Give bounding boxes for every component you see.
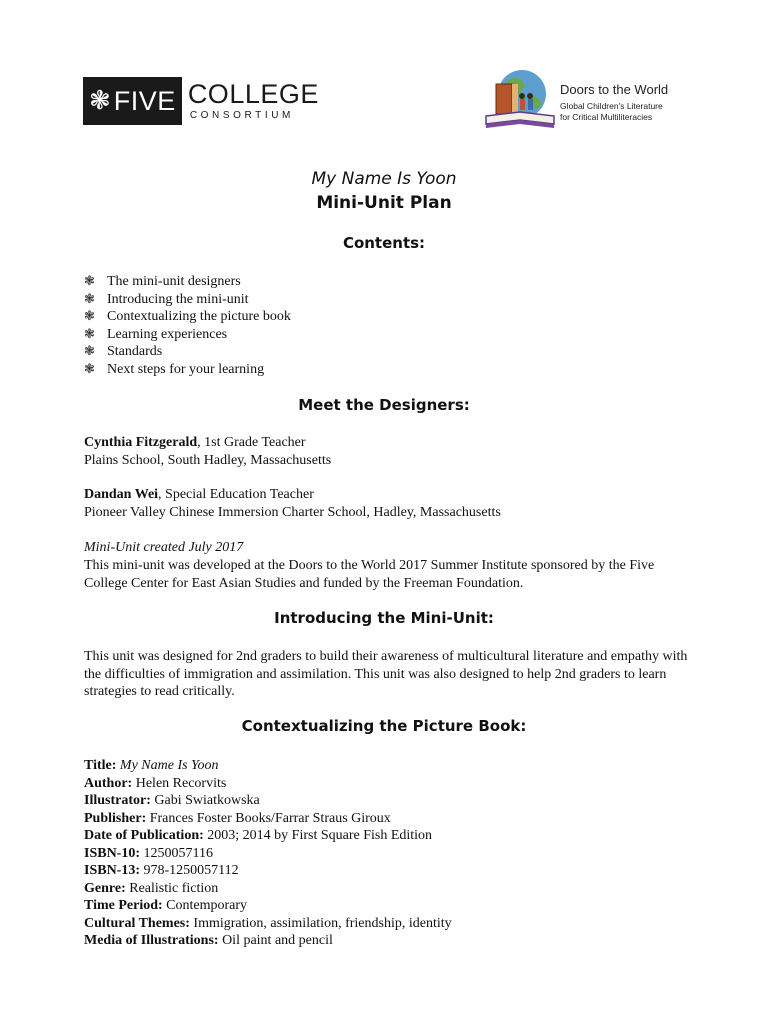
dw-logo-subtitle-line1: Global Children's Literature — [560, 101, 663, 111]
list-item-text: Contextualizing the picture book — [107, 309, 291, 325]
field-label: Publisher: — [84, 810, 147, 826]
book-detail-period — [84, 897, 452, 915]
field-value: 978-1250057112 — [143, 863, 239, 878]
five-college-logo-box — [83, 77, 182, 125]
field-label: ISBN-10: — [84, 845, 141, 861]
dw-logo-title: Doors to the World — [560, 82, 669, 97]
starburst-bullet-icon: ❃ — [84, 291, 95, 307]
field-label: Genre: — [84, 880, 126, 896]
book-heading: Contextualizing the Picture Book: — [241, 717, 527, 735]
field-value: Frances Foster Books/Farrar Straus Giroux — [149, 810, 391, 826]
field-value: My Name Is Yoon — [119, 758, 219, 773]
list-item-text: Standards — [107, 344, 163, 360]
list-item — [84, 361, 291, 379]
starburst-bullet-icon: ❃ — [84, 274, 95, 289]
contents-heading: Contents: — [342, 234, 426, 252]
designer-2-school: Pioneer Valley Chinese Immersion Charter School, Hadley, Massachusetts — [84, 505, 501, 520]
list-item-text: Next steps for your learning — [107, 361, 265, 377]
list-item — [84, 308, 291, 326]
field-value: 2003; 2014 by First Square Fish Edition — [207, 828, 433, 843]
list-item — [84, 273, 291, 291]
starburst-bullet-icon: ❃ — [84, 309, 95, 325]
designer-1-role: , 1st Grade Teacher — [197, 435, 306, 450]
starburst-icon: ❃ — [89, 86, 111, 116]
field-value: Contemporary — [166, 898, 248, 913]
book-detail-publisher — [84, 810, 452, 828]
book-details-list — [84, 757, 452, 950]
field-label: Author: — [84, 775, 133, 791]
five-college-logo — [83, 77, 319, 125]
field-value: 1250057116 — [143, 845, 213, 861]
designer-1-school: Plains School, South Hadley, Massachusetts — [84, 453, 332, 468]
dw-logo-subtitle — [560, 101, 663, 123]
intro-text: This unit was designed for 2nd graders to build their awareness of multicultural literature and empathy with the difficulties of immigration and assimilation. This unit was also designed to help 2nd graders to learn strategies to read critically. — [84, 649, 688, 700]
doors-to-the-world-logo — [482, 66, 682, 138]
field-label: Cultural Themes: — [84, 915, 190, 931]
list-item-text: The mini-unit designers — [107, 274, 241, 289]
list-item-text: Learning experiences — [107, 326, 228, 342]
field-value: Realistic fiction — [129, 880, 219, 896]
starburst-bullet-icon: ❃ — [84, 326, 95, 342]
book-detail-date — [84, 827, 452, 845]
list-item-text: Introducing the mini-unit — [107, 291, 249, 307]
book-title: My Name Is Yoon — [311, 169, 457, 189]
field-label: Date of Publication: — [84, 828, 204, 843]
dw-logo-subtitle-line2: for Critical Multiliteracies — [560, 112, 653, 122]
field-value: Oil paint and pencil — [222, 933, 333, 948]
book-detail-media — [84, 932, 452, 950]
designer-2-role: , Special Education Teacher — [158, 487, 314, 502]
intro-heading: Introducing the Mini-Unit: — [274, 609, 494, 627]
fc-logo-college: COLLEGE — [187, 79, 319, 109]
designer-2 — [84, 486, 314, 504]
globe-book-icon — [482, 66, 558, 138]
field-label: Title: — [84, 758, 117, 773]
list-item — [84, 326, 291, 344]
field-label: Illustrator: — [84, 793, 151, 808]
book-detail-isbn13 — [84, 862, 452, 880]
starburst-bullet-icon: ❃ — [84, 344, 95, 360]
contents-list — [84, 273, 291, 379]
field-label: ISBN-13: — [84, 863, 141, 878]
page-title: Mini-Unit Plan — [316, 193, 452, 213]
field-value: Helen Recorvits — [135, 775, 227, 791]
book-detail-author — [84, 775, 452, 793]
created-date: Mini-Unit created July 2017 — [84, 540, 244, 555]
book-detail-themes — [84, 915, 452, 933]
field-label: Time Period: — [84, 898, 163, 913]
designer-1-name: Cynthia Fitzgerald — [84, 435, 198, 450]
field-label: Media of Illustrations: — [84, 933, 219, 948]
designers-heading: Meet the Designers: — [298, 396, 470, 414]
field-value: Immigration, assimilation, friendship, identity — [193, 915, 452, 931]
designer-2-name: Dandan Wei — [84, 487, 159, 502]
book-detail-genre — [84, 880, 452, 898]
list-item — [84, 343, 291, 361]
field-value: Gabi Swiatkowska — [154, 793, 260, 808]
starburst-bullet-icon: ❃ — [84, 361, 95, 377]
list-item — [84, 291, 291, 309]
book-detail-isbn10 — [84, 845, 452, 863]
fc-logo-consortium: CONSORTIUM — [189, 110, 294, 121]
fc-logo-text — [182, 77, 319, 125]
book-detail-title — [84, 757, 452, 775]
institute-note: This mini-unit was developed at the Doors to the World 2017 Summer Institute sponsored by the Five College Center for East Asian Studies and funded by the Freeman Foundation. — [84, 558, 655, 591]
book-detail-illustrator — [84, 792, 452, 810]
fc-logo-five: FIVE — [113, 85, 176, 116]
designer-1 — [84, 434, 306, 452]
